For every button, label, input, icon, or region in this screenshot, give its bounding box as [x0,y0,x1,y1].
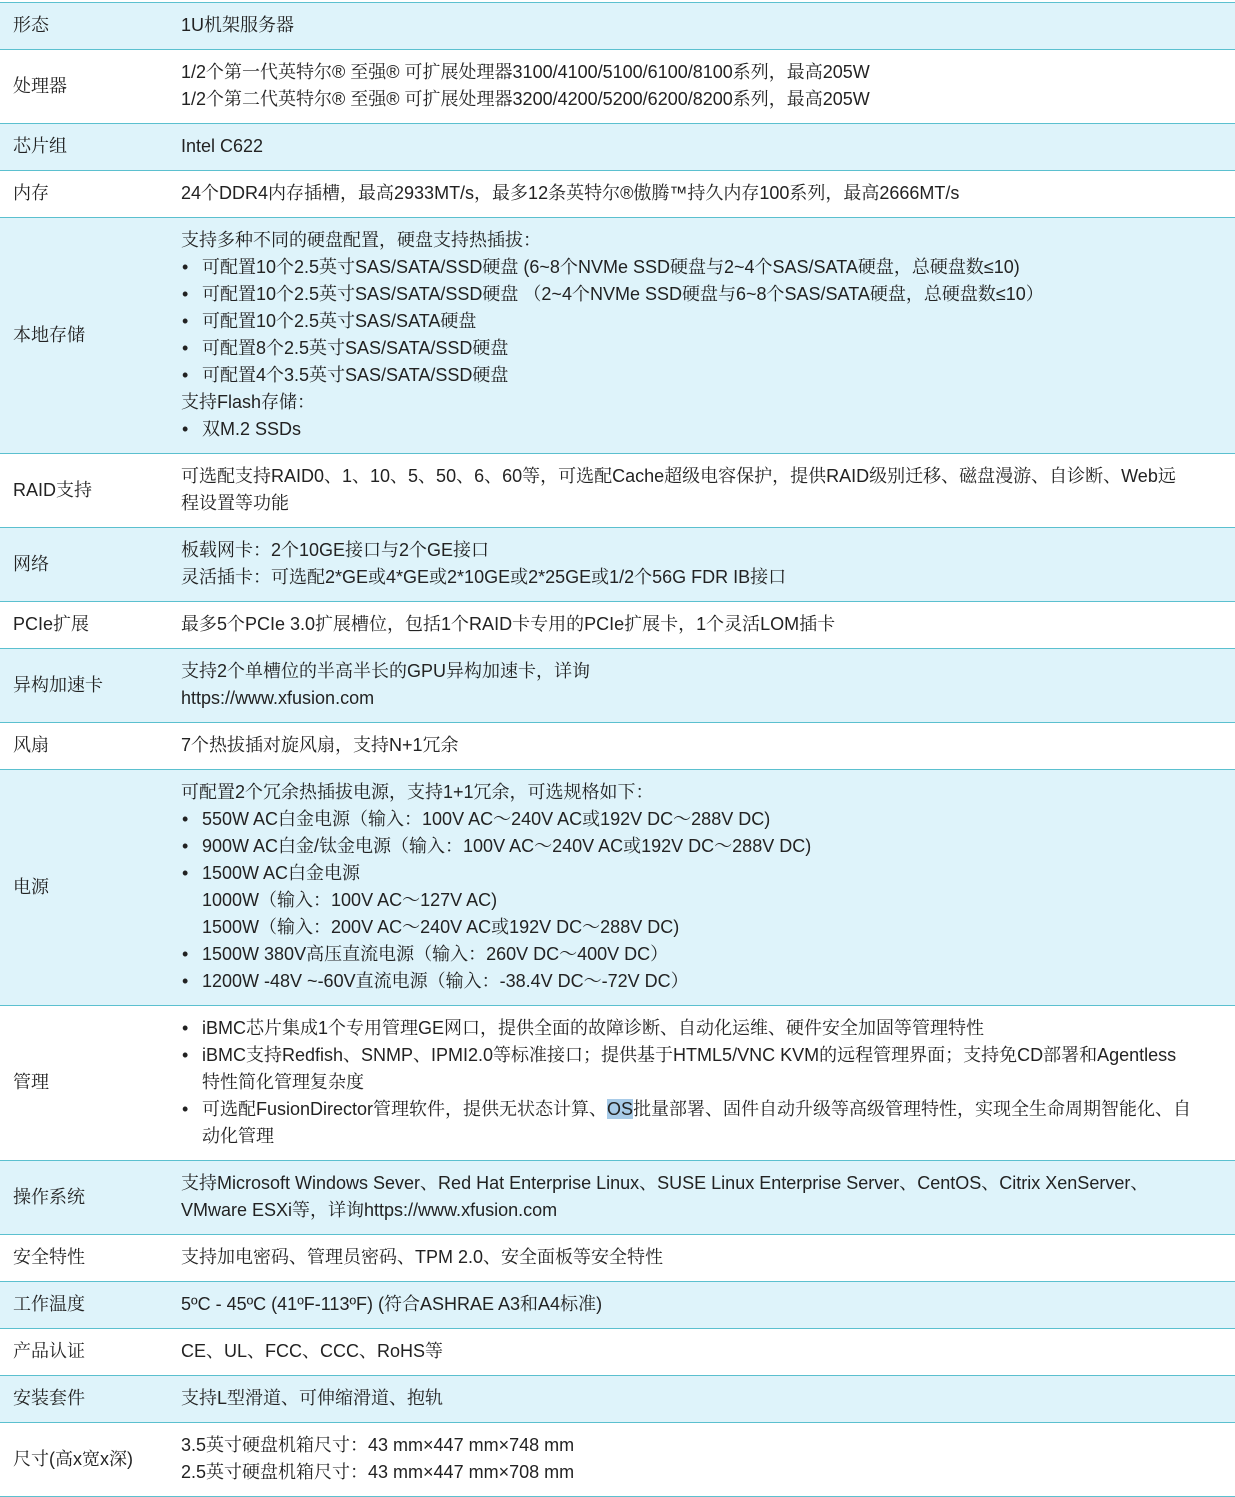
bullet-item: • iBMC芯片集成1个专用管理GE网口，提供全面的故障诊断、自动化运维、硬件安全加固等管理特性 [181,1015,1227,1042]
spec-value [181,602,1235,649]
spec-value [181,1282,1235,1329]
spec-row [0,1161,1235,1235]
text-line: 1/2个第二代英特尔® 至强® 可扩展处理器3200/4200/5200/6200/8200系列，最高205W [181,89,870,109]
spec-row [0,602,1235,649]
spec-row [0,124,1235,171]
spec-label: PCIe扩展 [0,602,181,649]
spec-value [181,218,1235,454]
spec-value [181,124,1235,171]
spec-label: 风扇 [0,723,181,770]
text-line: 最多5个PCIe 3.0扩展槽位，包括1个RAID卡专用的PCIe扩展卡，1个灵活LOM插卡 [181,614,836,634]
bullet-item: • 1500W 380V高压直流电源（输入：260V DC～400V DC） [181,941,1227,968]
spec-value [181,3,1235,50]
spec-row [0,1329,1235,1376]
bullet-item: • iBMC支持Redfish、SNMP、IPMI2.0等标准接口；提供基于HTML5/VNC KVM的远程管理界面；支持免CD部署和Agentless [181,1042,1227,1069]
bullet-item: • 550W AC白金电源（输入：100V AC～240V AC或192V DC～288V DC) [181,806,1227,833]
spec-row [0,649,1235,723]
spec-value [181,1235,1235,1282]
bullet-item: • 可配置10个2.5英寸SAS/SATA/SSD硬盘 (6~8个NVMe SSD硬盘与2~4个SAS/SATA硬盘，总硬盘数≤10) [181,254,1227,281]
spec-label: 安全特性 [0,1235,181,1282]
bullet-item: • 900W AC白金/钛金电源（输入：100V AC～240V AC或192V DC～288V DC) [181,833,1227,860]
text-line: 支持多种不同的硬盘配置，硬盘支持热插拔： [181,230,541,250]
bullet-item: • 1500W AC白金电源 [181,860,1227,887]
spec-label: 管理 [0,1006,181,1161]
text-segment: 批量部署、固件自动升级等高级管理特性，实现全生命周期智能化、自 [633,1099,1192,1119]
text-line: 支持Flash存储： [181,392,316,412]
spec-row [0,770,1235,1006]
spec-label: 本地存储 [0,218,181,454]
spec-label: RAID支持 [0,454,181,528]
spec-label: 形态 [0,3,181,50]
spec-value [181,1006,1235,1161]
bullet-item: • 双M.2 SSDs [181,416,1227,443]
spec-row [0,1423,1235,1497]
spec-value [181,528,1235,602]
text-line: 程设置等功能 [181,493,289,513]
spec-row [0,218,1235,454]
text-line: 支持2个单槽位的半高半长的GPU异构加速卡，详询 [181,661,591,681]
spec-label: 内存 [0,171,181,218]
text-line: 可选配支持RAID0、1、10、5、50、6、60等，可选配Cache超级电容保护，提供RAID级别迁移、磁盘漫游、自诊断、Web远 [181,466,1176,486]
text-segment: 可选配FusionDirector管理软件，提供无状态计算、 [202,1099,608,1119]
spec-label: 网络 [0,528,181,602]
spec-row [0,454,1235,528]
bullet-item: • 可配置4个3.5英寸SAS/SATA/SSD硬盘 [181,362,1227,389]
spec-label: 尺寸(高x宽x深) [0,1423,181,1497]
bullet-item [181,1096,1227,1123]
text-line: https://www.xfusion.com [181,688,375,708]
text-line: 24个DDR4内存插槽，最高2933MT/s，最多12条英特尔®傲腾™持久内存100系列，最高2666MT/s [181,183,960,203]
spec-row [0,50,1235,124]
text-line: 7个热拔插对旋风扇，支持N+1冗余 [181,735,459,755]
spec-value [181,770,1235,1006]
spec-value [181,649,1235,723]
spec-label: 安装套件 [0,1376,181,1423]
bullet-item: • 可配置10个2.5英寸SAS/SATA/SSD硬盘 （2~4个NVMe SSD硬盘与6~8个SAS/SATA硬盘，总硬盘数≤10） [181,281,1227,308]
text-line: 动化管理 [202,1126,274,1146]
spec-label: 芯片组 [0,124,181,171]
spec-table [0,2,1235,1497]
text-line: 可配置2个冗余热插拔电源，支持1+1冗余，可选规格如下： [181,782,654,802]
text-line: 板载网卡：2个10GE接口与2个GE接口 [181,540,490,560]
spec-row [0,528,1235,602]
spec-value [181,1161,1235,1235]
spec-row [0,1235,1235,1282]
spec-value [181,50,1235,124]
spec-row [0,1282,1235,1329]
spec-label: 操作系统 [0,1161,181,1235]
spec-label: 异构加速卡 [0,649,181,723]
spec-value [181,454,1235,528]
bullet-item: • 可配置8个2.5英寸SAS/SATA/SSD硬盘 [181,335,1227,362]
spec-row [0,723,1235,770]
text-line: 2.5英寸硬盘机箱尺寸：43 mm×447 mm×708 mm [181,1462,575,1482]
text-line: 1/2个第一代英特尔® 至强® 可扩展处理器3100/4100/5100/6100/8100系列，最高205W [181,62,870,82]
spec-value [181,1423,1235,1497]
text-line: 支持加电密码、管理员密码、TPM 2.0、安全面板等安全特性 [181,1247,664,1267]
bullet-item: • 1200W -48V ~-60V直流电源（输入：-38.4V DC～-72V DC） [181,968,1227,995]
spec-row [0,1006,1235,1161]
text-line: 1U机架服务器 [181,15,295,35]
selected-text[interactable]: OS [607,1099,634,1119]
spec-label: 电源 [0,770,181,1006]
text-line: 支持L型滑道、可伸缩滑道、抱轨 [181,1388,444,1408]
spec-row [0,1376,1235,1423]
bullet-item: • 可配置10个2.5英寸SAS/SATA硬盘 [181,308,1227,335]
spec-row [0,3,1235,50]
spec-value [181,1376,1235,1423]
text-line: 特性简化管理复杂度 [202,1072,364,1092]
text-line: 1500W（输入：200V AC～240V AC或192V DC～288V DC) [202,917,680,937]
text-line: CE、UL、FCC、CCC、RoHS等 [181,1341,444,1361]
text-line: 5ºC - 45ºC (41ºF-113ºF) (符合ASHRAE A3和A4标准) [181,1294,603,1314]
text-line: Intel C622 [181,136,264,156]
spec-value [181,723,1235,770]
spec-label: 处理器 [0,50,181,124]
spec-value [181,171,1235,218]
text-line: 1000W（输入：100V AC～127V AC) [202,890,498,910]
spec-value [181,1329,1235,1376]
text-line: 支持Microsoft Windows Sever、Red Hat Enterprise Linux、SUSE Linux Enterprise Server、CentOS、Citrix XenServer、 [181,1173,1149,1193]
spec-label: 产品认证 [0,1329,181,1376]
text-line: VMware ESXi等，详询https://www.xfusion.com [181,1200,558,1220]
text-line: 灵活插卡：可选配2*GE或4*GE或2*10GE或2*25GE或1/2个56G FDR IB接口 [181,567,787,587]
spec-label: 工作温度 [0,1282,181,1329]
text-line: 3.5英寸硬盘机箱尺寸：43 mm×447 mm×748 mm [181,1435,575,1455]
spec-row [0,171,1235,218]
